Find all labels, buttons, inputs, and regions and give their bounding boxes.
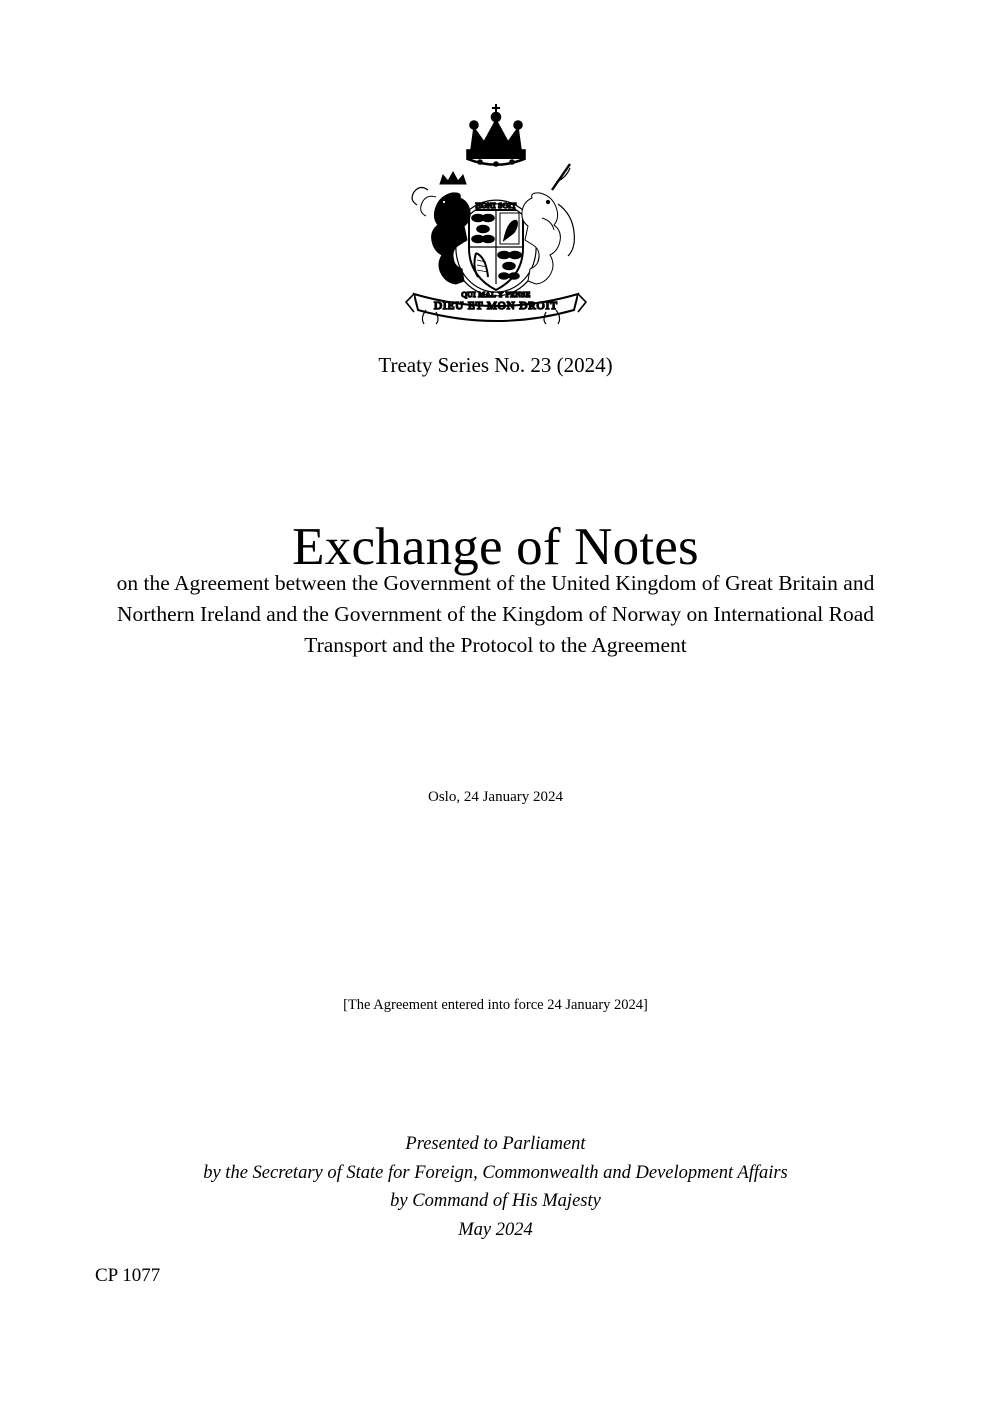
presented-line-2: by the Secretary of State for Foreign, Commonwealth and Development Affairs: [203, 1162, 788, 1183]
presented-line-4: May 2024: [458, 1220, 533, 1241]
entry-into-force-note: [The Agreement entered into force 24 January 2024]: [343, 997, 648, 1013]
place-and-date: Oslo, 24 January 2024: [428, 789, 563, 805]
uk-royal-coat-of-arms-icon: [366, 98, 626, 333]
document-subtitle: on the Agreement between the Government of the United Kingdom of Great Britain and Northern Ireland and the Government of the Kingdom of Norway on International Road Transport and the Protocol to the Agreement: [116, 571, 875, 658]
presented-to-parliament-block: [0, 1130, 991, 1245]
svg-text:DIEU ET MON DROIT: DIEU ET MON DROIT: [433, 300, 558, 312]
svg-text:HONI SOIT: HONI SOIT: [475, 201, 516, 210]
coat-of-arms-container: [0, 98, 991, 333]
presented-line-3: by Command of His Majesty: [390, 1191, 601, 1212]
treaty-series-line: Treaty Series No. 23 (2024): [378, 353, 613, 377]
presented-line-1: Presented to Parliament: [405, 1134, 586, 1154]
svg-text:QUI MAL Y PENSE: QUI MAL Y PENSE: [460, 290, 531, 299]
command-paper-number: CP 1077: [95, 1265, 161, 1286]
page-title: Exchange of Notes: [292, 517, 699, 576]
